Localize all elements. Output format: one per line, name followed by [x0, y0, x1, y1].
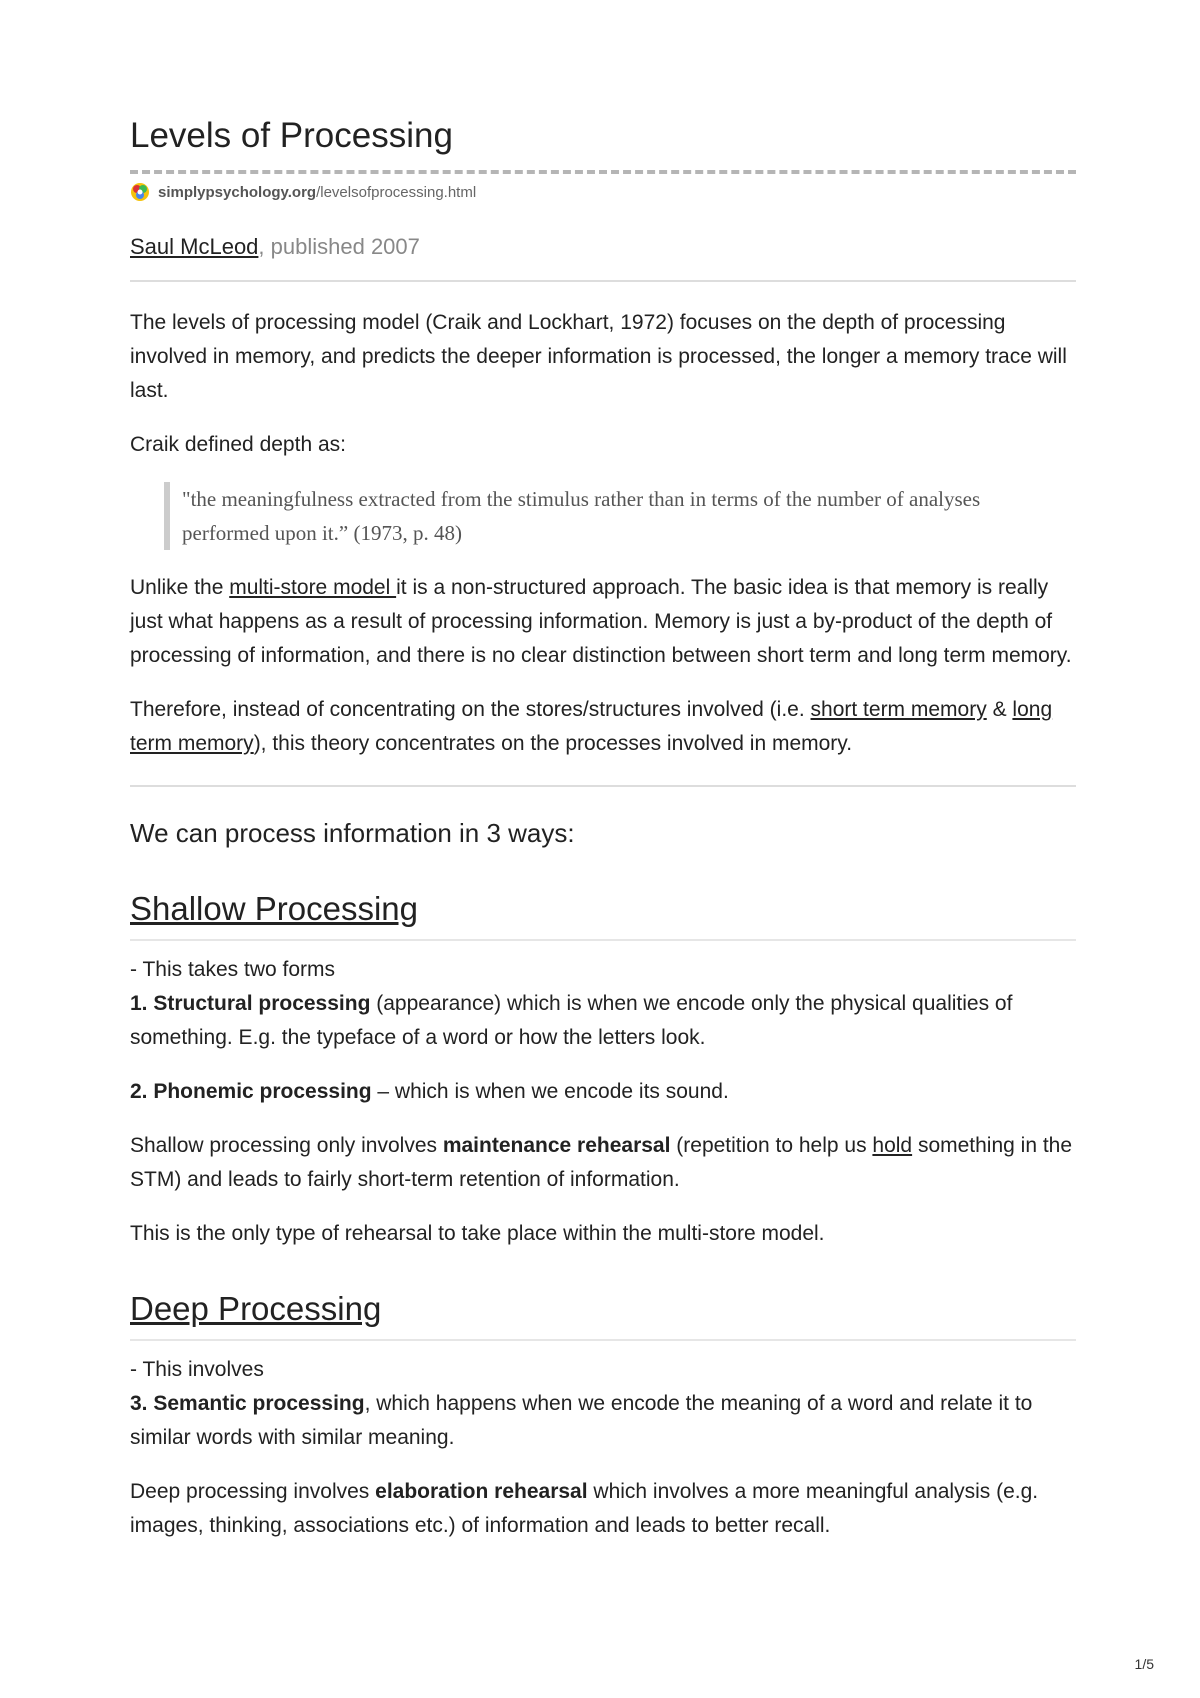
byline [130, 232, 1076, 262]
text-run: it is a non-structured approach. The basic idea is that memory is really just what happens as a result of processing information. Memory is just a by-product of the depth of processing of information, and there is no clear distinction between short term and long term memory. [130, 576, 1072, 667]
shallow-processing-heading[interactable]: Shallow Processing [130, 890, 418, 927]
page-title: Levels of Processing [130, 116, 453, 155]
maintenance-rehearsal-term: maintenance rehearsal [442, 1134, 671, 1157]
shallow-forms-list [130, 953, 1076, 1055]
deep-forms-list [130, 1353, 1076, 1455]
text-run: Unlike the [130, 576, 230, 599]
multi-store-model-link[interactable]: multi-store model [229, 576, 397, 599]
processes-paragraph [130, 693, 1076, 761]
source-path: /levelsofprocessing.html [316, 183, 477, 201]
multistore-rehearsal-note: This is the only type of rehearsal to take place within the multi-store model. [130, 1222, 825, 1245]
source-domain: simplypsychology.org [158, 183, 317, 201]
list-intro: - This involves [130, 1358, 264, 1381]
site-favicon-icon [130, 182, 150, 202]
phonemic-processing-label: 2. Phonemic processing [130, 1080, 372, 1103]
text-run: Therefore, instead of concentrating on the stores/structures involved (i.e. [130, 698, 811, 721]
title-dashed-divider [130, 170, 1076, 174]
text-run: which involves a more meaningful analysis (e.g. images, thinking, associations etc.) of information and leads to better recall. [130, 1480, 1039, 1537]
text-run: & [986, 698, 1013, 721]
hold-link[interactable]: hold [872, 1134, 913, 1157]
source-url[interactable] [130, 180, 1076, 204]
list-intro: - This takes two forms [130, 958, 335, 981]
intro-paragraph: The levels of processing model (Craik and Lockhart, 1972) focuses on the depth of processing involved in memory, and predicts the deeper information is processed, the longer a memory trace will last. [130, 311, 1067, 402]
long-term-memory-link[interactable]: long term memory [130, 698, 1053, 755]
byline-divider [130, 280, 1076, 282]
phonemic-processing-item [130, 1075, 1076, 1109]
structural-processing-label: 1. Structural processing [130, 992, 371, 1015]
craik-quote: "the meaningfulness extracted from the stimulus rather than in terms of the number of analyses performed upon it.” (1973, p. 48) [164, 482, 1036, 550]
multistore-paragraph [130, 571, 1076, 673]
deep-heading-divider [130, 1339, 1076, 1341]
semantic-processing-label: 3. Semantic processing [130, 1392, 365, 1415]
document-page [130, 112, 1076, 1543]
published-date: , published 2007 [258, 234, 420, 259]
short-term-memory-link[interactable]: short term memory [810, 698, 987, 721]
elaboration-rehearsal-term: elaboration rehearsal [375, 1480, 588, 1503]
shallow-heading-divider [130, 939, 1076, 941]
text-run: (repetition to help us [670, 1134, 873, 1157]
depth-definition-lead: Craik defined depth as: [130, 433, 346, 456]
structural-processing-text: (appearance) which is when we encode only the physical qualities of something. E.g. the typeface of a word or how the letters look. [130, 992, 1013, 1049]
phonemic-processing-text: – which is when we encode its sound. [371, 1080, 729, 1103]
intro-divider [130, 785, 1076, 787]
author-link[interactable]: Saul McLeod [130, 234, 259, 259]
ways-heading: We can process information in 3 ways: [130, 818, 575, 848]
maintenance-rehearsal-paragraph [130, 1129, 1076, 1197]
text-run: ), this theory concentrates on the processes involved in memory. [253, 732, 853, 755]
semantic-processing-text: , which happens when we encode the meaning of a word and relate it to similar words with similar meaning. [130, 1392, 1033, 1449]
text-run: Shallow processing only involves [130, 1134, 443, 1157]
text-run: Deep processing involves [130, 1480, 376, 1503]
deep-processing-heading[interactable]: Deep Processing [130, 1290, 382, 1327]
elaboration-rehearsal-paragraph [130, 1475, 1076, 1543]
page-number: 1/5 [1134, 1656, 1154, 1672]
text-run: something in the STM) and leads to fairly short-term retention of information. [130, 1134, 1073, 1191]
